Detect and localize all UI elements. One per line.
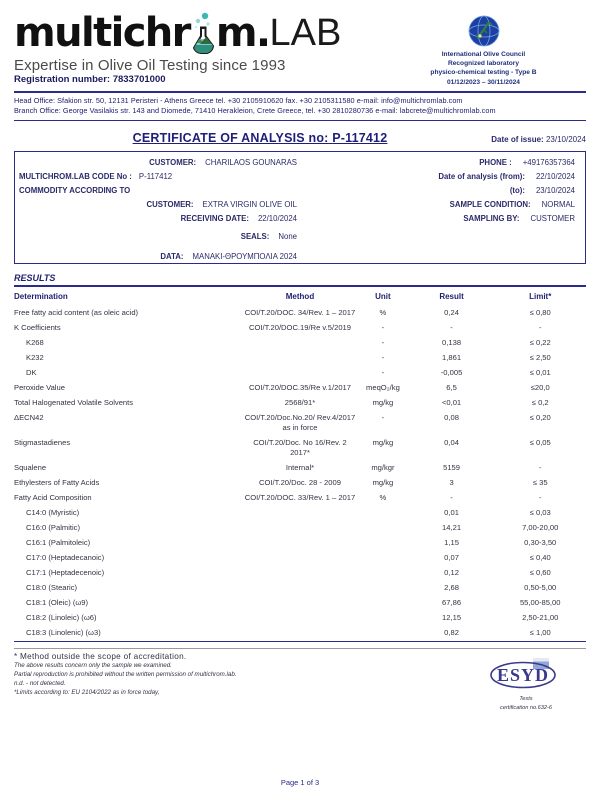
ioc-line-3: physico-chemical testing - Type B [430, 69, 537, 77]
cell-determination: K268 [26, 338, 44, 348]
cell-method: COI/T.20/Doc. 28 - 2009 [259, 478, 341, 488]
cell-limit: ≤20,0 [530, 383, 550, 393]
commodity-field [19, 200, 297, 209]
footnote-nd: n.d. - not detected. [14, 680, 66, 688]
logo-text-multichr: multichr [14, 10, 190, 56]
cell-unit [357, 581, 408, 596]
footnote-reproduction: Partial reproduction is prohibited without the written permission of multichrom.lab. [14, 671, 237, 679]
table-row [14, 436, 586, 461]
cell-method [243, 366, 357, 381]
cell-method [243, 351, 357, 366]
cell-determination: Total Halogenated Volatile Solvents [14, 398, 134, 408]
cell-unit: mg/kg [372, 478, 394, 488]
receiving-date-field [19, 214, 297, 223]
cell-limit: ≤ 35 [532, 478, 548, 488]
table-row [14, 551, 586, 566]
table-row [14, 461, 586, 476]
footnote-limits: *Limits according to: EU 2104/2022 as in force today, [14, 689, 160, 697]
cell-limit: 0,50-5,00 [524, 583, 557, 593]
cell-method: COI/T.20/DOC. 33/Rev. 1 – 2017 [244, 493, 356, 503]
esyd-cert-line-1: Tests [519, 696, 533, 703]
cell-unit [357, 536, 408, 551]
table-row [14, 381, 586, 396]
data-value: ΜΑΝΑΚΙ-ΘΡΟΥΜΠΟΛΙΑ 2024 [192, 252, 297, 262]
customer-value: CHARILAOS GOUNARAS [205, 158, 297, 168]
data-label: DATA: [160, 252, 184, 262]
cell-method [243, 536, 357, 551]
sample-condition-field [297, 200, 575, 209]
head-office-line: Head Office: Sfakion str. 50, 12131 Peristeri - Athens Greece tel. +30 2105910620 fax. +30 2105311580 e-mail: info@multichromlab.com [14, 95, 463, 105]
cell-method [243, 336, 357, 351]
cell-determination: C18:0 (Stearic) [26, 583, 78, 593]
cell-result: 6,5 [446, 383, 457, 393]
phone-value: +49176357364 [522, 158, 575, 168]
flask-icon [188, 12, 218, 54]
cell-unit: mg/kg [372, 438, 394, 448]
cell-determination: ΔECN42 [14, 413, 44, 423]
date-of-issue-label: Date of issue: [491, 135, 544, 145]
sampling-by-label: SAMPLING BY: [463, 214, 520, 224]
sample-condition-value: NORMAL [541, 200, 575, 210]
table-row [14, 321, 586, 336]
cell-limit: ≤ 0,60 [529, 568, 551, 578]
column-header-determination: Determination [14, 291, 68, 301]
cell-determination: K Coefficients [14, 323, 61, 333]
sampling-by-value: CUSTOMER [530, 214, 575, 224]
cell-unit: - [381, 413, 385, 423]
registration-number: Registration number: 7833701000 [14, 74, 166, 85]
header-divider-top [14, 91, 586, 93]
receiving-date-label: RECEIVING DATE: [180, 214, 249, 224]
cell-method [243, 521, 357, 536]
table-row [14, 491, 586, 506]
column-header-limit: Limit* [529, 291, 552, 301]
table-row [14, 581, 586, 596]
table-row [14, 336, 586, 351]
cell-unit: % [379, 493, 387, 503]
cell-limit: ≤ 0,2 [531, 398, 549, 408]
footer-divider [14, 648, 586, 649]
globe-icon [467, 14, 501, 48]
cell-determination: Squalene [14, 463, 47, 473]
certificate-number: P-117412 [332, 131, 388, 146]
customer-label: CUSTOMER: [149, 158, 197, 168]
cell-result: 1,15 [444, 538, 459, 548]
page-number: Page 1 of 3 [280, 778, 320, 787]
esyd-logo-icon [466, 656, 586, 695]
esyd-cert-line-2: certification no.632-6 [500, 704, 552, 711]
cell-method [243, 581, 357, 596]
cell-determination: C18:3 (Linolenic) (ω3) [26, 628, 101, 638]
cell-limit: ≤ 0,22 [529, 338, 551, 348]
cell-method [243, 506, 357, 521]
phone-label: PHONE : [479, 158, 512, 168]
table-row [14, 366, 586, 381]
cell-result: 0,82 [444, 628, 459, 638]
column-header-unit: Unit [375, 291, 391, 301]
cell-result: 67,86 [442, 598, 462, 608]
cell-limit: ≤ 2,50 [529, 353, 551, 363]
commodity-heading [19, 186, 297, 195]
cell-determination: C16:0 (Palmitic) [26, 523, 81, 533]
svg-text:ESYD: ESYD [496, 665, 550, 686]
branch-office-line: Branch Office: George Vasilakis str. 143 and Diomede, 71410 Herakleion, Crete Greece, tel. +30 2810280736 e-mail: labcrete@multichromlab.com [14, 105, 496, 115]
cell-result: 0,12 [444, 568, 459, 578]
customer-field [19, 158, 297, 167]
sample-info-box [14, 151, 586, 264]
ioc-accreditation-block [381, 10, 586, 87]
cell-method: COI/T.20/Doc. No 16/Rev. 2 2017* [253, 438, 347, 458]
analysis-to-field [297, 186, 575, 195]
cell-unit: - [381, 323, 385, 333]
ioc-line-2: Recognized laboratory [447, 60, 520, 68]
analysis-to-value: 23/10/2024 [535, 186, 575, 196]
cell-determination: C17:0 (Heptadecanoic) [26, 553, 105, 563]
esyd-accreditation-block [466, 652, 586, 712]
cell-limit: ≤ 0,05 [529, 438, 551, 448]
results-section-title: RESULTS [14, 273, 56, 284]
cell-unit [357, 596, 408, 611]
cell-method [243, 611, 357, 626]
table-row [14, 396, 586, 411]
cell-method: COI/T.20/DOC.35/Re v.1/2017 [248, 383, 351, 393]
results-table [14, 287, 586, 641]
table-row [14, 596, 586, 611]
cell-unit [357, 611, 408, 626]
cell-determination: Peroxide Value [14, 383, 65, 393]
seals-label: SEALS: [240, 232, 270, 242]
brand-tagline: Expertise in Olive Oil Testing since 1993 [14, 57, 286, 74]
cell-result: 3 [449, 478, 454, 488]
cell-unit: - [381, 338, 385, 348]
cell-result: 0,04 [444, 438, 459, 448]
table-row [14, 476, 586, 491]
logo-text-lab: LAB [269, 12, 342, 54]
phone-field [297, 158, 575, 167]
cell-limit: - [538, 463, 542, 473]
commodity-label-line2: CUSTOMER: [146, 200, 194, 210]
cell-determination: Stigmastadienes [14, 438, 71, 448]
cell-unit: mg/kg [372, 398, 394, 408]
cell-method [243, 566, 357, 581]
cell-result: 0,138 [442, 338, 462, 348]
receiving-date-value: 22/10/2024 [257, 214, 297, 224]
cell-method: COI/T.20/Doc.No.20/ Rev.4/2017 as in force [244, 413, 356, 433]
cell-determination: C14:0 (Myristic) [26, 508, 80, 518]
certificate-title-text: CERTIFICATE OF ANALYSIS no: [132, 131, 329, 146]
footnote-sample: The above results concern only the sample we examined. [14, 662, 172, 670]
cell-limit: - [538, 493, 542, 503]
cell-limit: - [538, 323, 542, 333]
seals-field [19, 228, 297, 241]
sampling-by-field [297, 214, 575, 223]
table-row [14, 611, 586, 626]
office-contact-block [14, 96, 586, 116]
cell-result: 0,01 [444, 508, 459, 518]
page-header [14, 0, 586, 87]
cell-unit: - [381, 368, 385, 378]
commodity-label-line1: COMMODITY ACCORDING TO [19, 186, 131, 196]
spacer-cell-2 [297, 246, 575, 261]
cell-limit: 0,30-3,50 [524, 538, 557, 548]
cell-limit: 7,00-20,00 [522, 523, 559, 533]
cell-result: 1,861 [442, 353, 462, 363]
commodity-value: EXTRA VIRGIN OLIVE OIL [202, 200, 297, 210]
cell-determination: C18:1 (Oleic) (ω9) [26, 598, 89, 608]
cell-limit: ≤ 0,01 [529, 368, 551, 378]
cell-result: 2,68 [444, 583, 459, 593]
cell-result: - [450, 323, 453, 333]
cell-determination: C16:1 (Palmitoleic) [26, 538, 91, 548]
page-title [14, 131, 436, 145]
cell-result: 12,15 [442, 613, 462, 623]
seals-value: None [278, 232, 297, 242]
cell-unit [357, 551, 408, 566]
lab-code-label: MULTICHROM.LAB CODE No : [19, 172, 132, 182]
cell-method [243, 551, 357, 566]
table-row [14, 521, 586, 536]
cell-determination: C17:1 (Heptadecenoic) [26, 568, 105, 578]
cell-unit [357, 521, 408, 536]
table-row [14, 536, 586, 551]
header-divider-bottom [14, 120, 586, 122]
footer-notes [14, 652, 414, 697]
analysis-from-field [297, 172, 575, 181]
cell-result: 0,08 [444, 413, 459, 423]
table-row [14, 306, 586, 321]
logo-text-m-dot: m. [215, 10, 270, 56]
ioc-line-1: International Olive Council [441, 51, 526, 58]
brand-block [14, 10, 374, 85]
analysis-from-label: Date of analysis (from): [438, 172, 525, 182]
cell-result: 0,07 [444, 553, 459, 563]
table-row [14, 411, 586, 436]
table-row [14, 351, 586, 366]
results-table-header-row [14, 287, 586, 306]
analysis-to-label: (to): [509, 186, 525, 196]
results-table-bottom-rule [14, 641, 586, 642]
cell-result: 5159 [443, 463, 460, 473]
cell-limit: 2,50-21,00 [522, 613, 559, 623]
cell-limit: ≤ 0,40 [529, 553, 551, 563]
cell-unit [357, 566, 408, 581]
date-of-issue-value: 23/10/2024 [545, 135, 586, 145]
cell-method [243, 626, 357, 641]
data-field [19, 246, 297, 261]
column-header-result: Result [439, 291, 464, 301]
cell-result: 14,21 [442, 523, 462, 533]
cell-unit [357, 506, 408, 521]
cell-unit [357, 626, 408, 641]
cell-result: -0,005 [440, 368, 463, 378]
table-row [14, 506, 586, 521]
cell-determination: Ethylesters of Fatty Acids [14, 478, 100, 488]
cell-limit: ≤ 0,20 [529, 413, 551, 423]
cell-method: COI/T.20/DOC. 34/Rev. 1 – 2017 [244, 308, 356, 318]
cell-result: - [450, 493, 453, 503]
cell-result: 0,24 [444, 308, 459, 318]
lab-code-value: P-117412 [138, 172, 173, 182]
cell-method: COI/T.20/DOC.19/Re v.5/2019 [248, 323, 351, 333]
footnote-accreditation: * Method outside the scope of accreditation. [14, 652, 187, 662]
table-row [14, 566, 586, 581]
cell-method: 2568/91* [284, 398, 316, 408]
cell-method: Internal* [285, 463, 315, 473]
cell-result: <0,01 [441, 398, 462, 408]
column-header-method: Method [285, 291, 315, 301]
ioc-line-4: 01/12/2023 – 30/11/2024 [447, 78, 520, 86]
certificate-title-row [14, 131, 586, 145]
cell-limit: 55,00-85,00 [519, 598, 561, 608]
sample-condition-label: SAMPLE CONDITION: [449, 200, 531, 210]
cell-limit: ≤ 0,80 [529, 308, 551, 318]
cell-unit: mg/kgr [371, 463, 395, 473]
cell-unit: - [381, 353, 385, 363]
cell-determination: K232 [26, 353, 44, 363]
cell-unit: meqO₂/kg [366, 383, 400, 393]
cell-limit: ≤ 1,00 [529, 628, 551, 638]
cell-determination: Free fatty acid content (as oleic acid) [14, 308, 139, 318]
footer [14, 652, 586, 712]
spacer-cell-1 [297, 228, 575, 241]
cell-method [243, 596, 357, 611]
cell-limit: ≤ 0,03 [529, 508, 551, 518]
cell-unit: % [379, 308, 387, 318]
cell-determination: C18:2 (Linoleic) (ω6) [26, 613, 97, 623]
cell-determination: Fatty Acid Composition [14, 493, 92, 503]
table-row [14, 626, 586, 641]
lab-code-field [19, 172, 297, 181]
analysis-from-value: 22/10/2024 [535, 172, 575, 182]
logo [14, 10, 374, 56]
date-of-issue [436, 135, 586, 144]
cell-determination: DK [26, 368, 37, 378]
